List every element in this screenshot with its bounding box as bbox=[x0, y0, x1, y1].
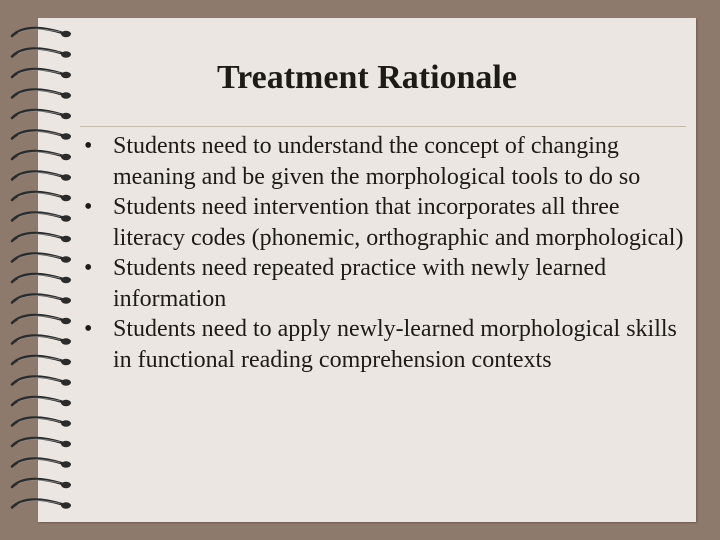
spiral-ring-icon bbox=[12, 110, 71, 119]
bullet-dot: • bbox=[84, 316, 93, 342]
spiral-ring-icon bbox=[12, 131, 71, 140]
spiral-ring-icon bbox=[12, 192, 71, 201]
bullet-text: Students need intervention that incorporates all three literacy codes (phonemic, orthographic and morphological) bbox=[113, 194, 684, 251]
bullet-dot: • bbox=[84, 194, 93, 220]
spiral-ring-icon bbox=[12, 295, 71, 304]
bullet-text: Students need repeated practice with newly learned information bbox=[113, 255, 607, 312]
slide-title: Treatment Rationale bbox=[217, 59, 517, 96]
bullet-item bbox=[84, 314, 694, 375]
spiral-ring-icon bbox=[12, 500, 71, 509]
bullet-item bbox=[84, 131, 694, 192]
spiral-ring-icon bbox=[12, 172, 71, 181]
spiral-ring-icon bbox=[12, 479, 71, 488]
spiral-ring-icon bbox=[12, 254, 71, 263]
spiral-ring-icon bbox=[12, 459, 71, 468]
title-divider bbox=[80, 126, 686, 127]
spiral-ring-icon bbox=[12, 418, 71, 427]
spiral-ring-icon bbox=[12, 213, 71, 222]
spiral-ring-icon bbox=[12, 274, 71, 283]
bullet-item bbox=[84, 192, 694, 253]
bullet-list bbox=[84, 131, 694, 375]
bullet-text: Students need to apply newly-learned morphological skills in functional reading comprehension contexts bbox=[113, 316, 677, 373]
spiral-ring-icon bbox=[12, 438, 71, 447]
spiral-ring-icon bbox=[12, 397, 71, 406]
spiral-ring-icon bbox=[12, 377, 71, 386]
bullet-text: Students need to understand the concept of changing meaning and be given the morphological tools to do so bbox=[113, 133, 641, 190]
spiral-ring-icon bbox=[12, 315, 71, 324]
bullet-dot: • bbox=[84, 133, 93, 159]
spiral-ring-icon bbox=[12, 151, 71, 160]
spiral-ring-icon bbox=[12, 356, 71, 365]
spiral-ring-icon bbox=[12, 336, 71, 345]
spiral-ring-icon bbox=[12, 233, 71, 242]
bullet-item bbox=[84, 253, 694, 314]
bullet-dot: • bbox=[84, 255, 93, 281]
spiral-ring-icon bbox=[12, 28, 71, 37]
